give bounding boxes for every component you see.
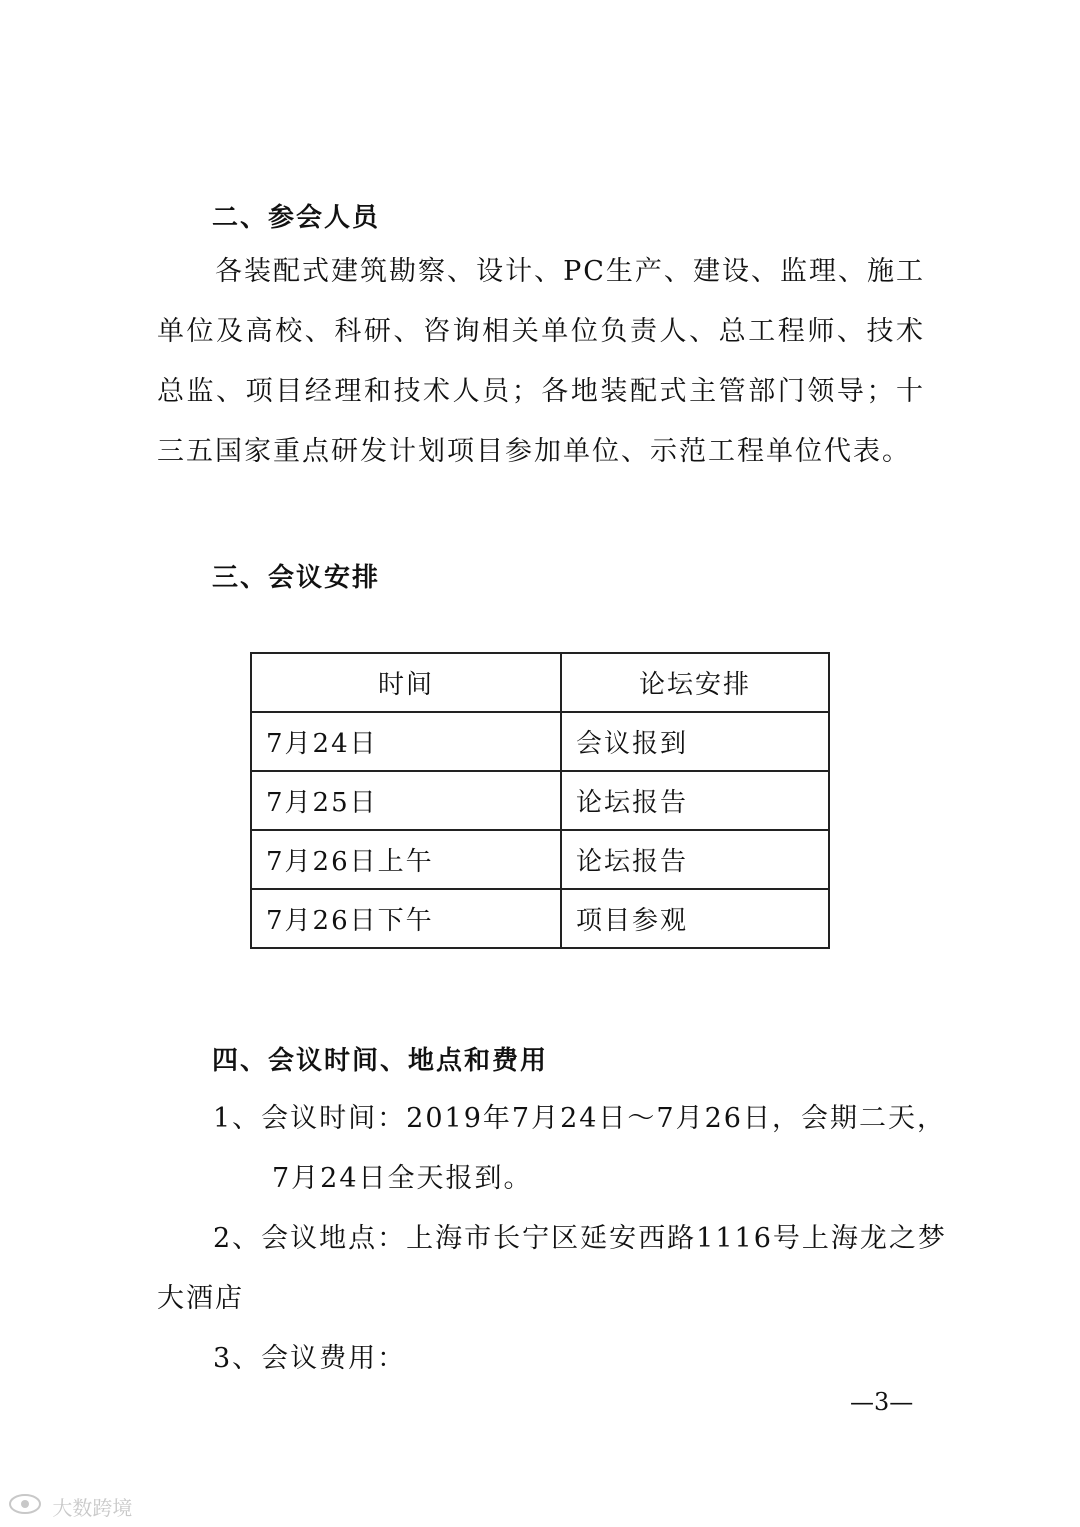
section-3-heading: 三、会议安排 <box>212 563 381 593</box>
section-2-body: 各装配式建筑勘察、设计、PC生产、建设、监理、施工单位及高校、科研、咨询相关单位负责人、总工程师、技术总监、项目经理和技术人员；各地装配式主管部门领导；十三五国家重点研发计划项目参加单位、示范工程单位代表。 <box>157 256 925 467</box>
schedule-table <box>250 652 830 949</box>
watermark-text: 大数跨境 <box>52 1496 133 1520</box>
table-cell-agenda: 会议报到 <box>561 712 829 771</box>
meeting-venue-line2: 大酒店 <box>157 1283 244 1314</box>
table-header-agenda: 论坛安排 <box>561 653 829 712</box>
table-header-row <box>251 653 829 712</box>
table-cell-time: 7月26日上午 <box>251 830 561 889</box>
table-cell-time: 7月25日 <box>251 771 561 830</box>
meeting-fee-label: 3、会议费用： <box>213 1343 407 1374</box>
table-row <box>251 830 829 889</box>
table-cell-time: 7月24日 <box>251 712 561 771</box>
meeting-venue-line1: 2、会议地点：上海市长宁区延安西路1116号上海龙之梦 <box>213 1223 947 1254</box>
section-4-heading: 四、会议时间、地点和费用 <box>212 1046 549 1076</box>
meeting-time-line2: 7月24日全天报到。 <box>272 1163 533 1194</box>
section-2-heading: 二、参会人员 <box>212 203 381 233</box>
table-cell-agenda: 论坛报告 <box>561 830 829 889</box>
table-row <box>251 889 829 948</box>
table-header-time: 时间 <box>251 653 561 712</box>
meeting-time-line1: 1、会议时间：2019年7月24日～7月26日，会期二天， <box>213 1103 946 1134</box>
table-cell-time: 7月26日下午 <box>251 889 561 948</box>
table-cell-agenda: 项目参观 <box>561 889 829 948</box>
table-cell-agenda: 论坛报告 <box>561 771 829 830</box>
page-number: —3— <box>850 1388 914 1416</box>
weibo-eye-icon <box>8 1493 42 1520</box>
table-row <box>251 712 829 771</box>
table-row <box>251 771 829 830</box>
watermark <box>8 1492 132 1521</box>
